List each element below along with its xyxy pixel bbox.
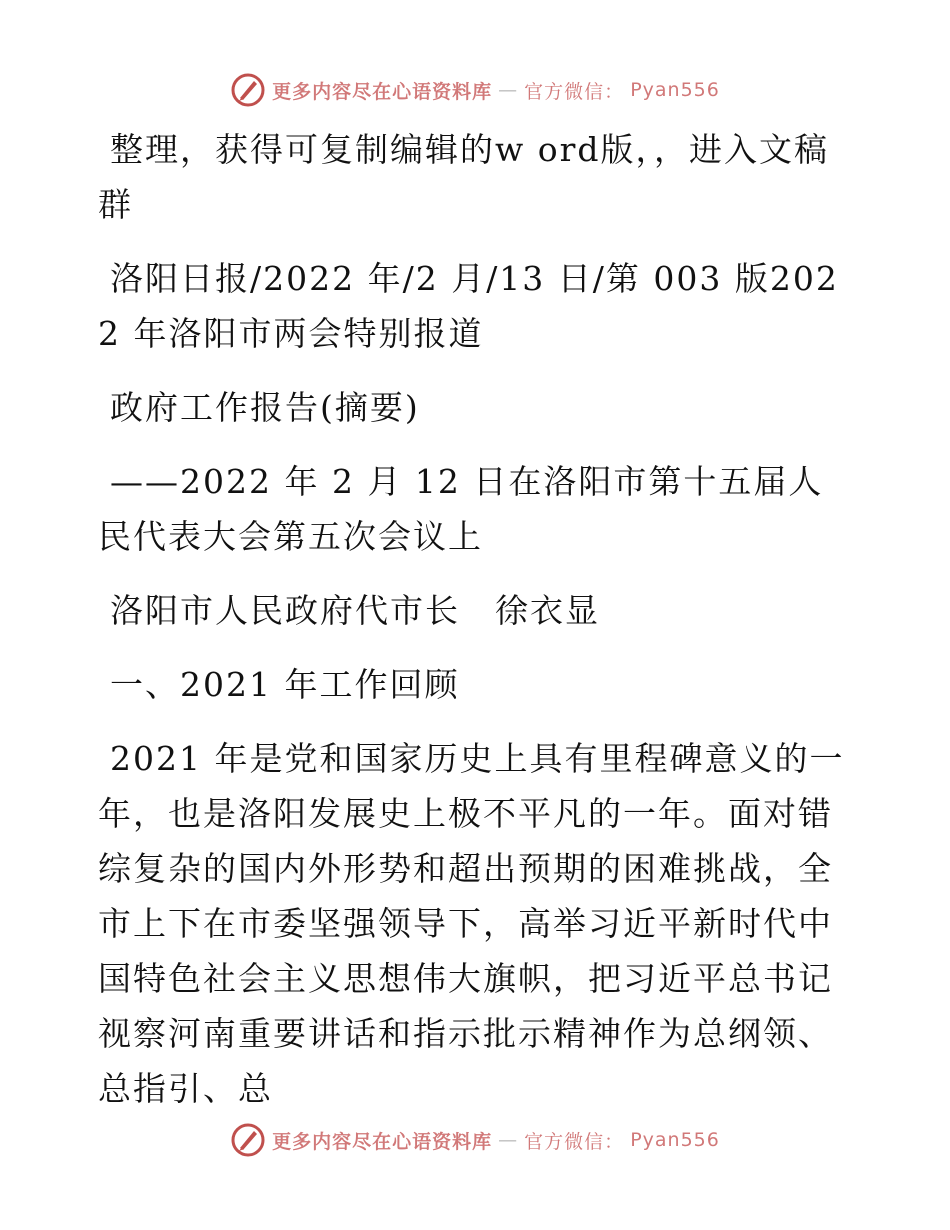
logo-icon (230, 72, 266, 108)
paragraph-intro: 整理，获得可复制编辑的w ord版，，进入文稿群 (98, 130, 830, 224)
watermark-text: 更多内容尽在心语资料库 (272, 1130, 493, 1153)
watermark-contact-value: Pyan556 (630, 1129, 720, 1151)
watermark-dash: — (498, 79, 519, 101)
watermark-contact-label: 官方微信： (524, 80, 625, 103)
paragraph-body: 2021 年是党和国家历史上具有里程碑意义的一年，也是洛阳发展史上极不平凡的一年。面对错综复杂的国内外形势和超出预期的困难挑战，全市上下在市委坚强领导下，高举习近平新时代中国特色社会主义思想伟大旗帜，把习近平总书记视察河南重要讲话和指示批示精神作为总纲领、总指引、总 (98, 739, 845, 1108)
footer-watermark (0, 1120, 950, 1160)
paragraph-source: 洛阳日报/2022 年/2 月/13 日/第 003 版2022 年洛阳市两会特别报道 (98, 259, 839, 353)
paragraph-section-heading: 一、2021 年工作回顾 (110, 665, 460, 704)
watermark-contact-label: 官方微信： (524, 1130, 625, 1153)
paragraph-subtitle: ——2022 年 2 月 12 日在洛阳市第十五届人民代表大会第五次会议上 (98, 462, 824, 556)
watermark-dash: — (498, 1129, 519, 1151)
watermark-text: 更多内容尽在心语资料库 (272, 80, 493, 103)
logo-icon (230, 1122, 266, 1158)
header-watermark (0, 70, 950, 110)
watermark-contact-value: Pyan556 (630, 79, 720, 101)
paragraph-author: 洛阳市人民政府代市长 徐衣显 (110, 591, 600, 630)
document-body (98, 122, 858, 1135)
paragraph-title: 政府工作报告(摘要) (110, 388, 420, 427)
